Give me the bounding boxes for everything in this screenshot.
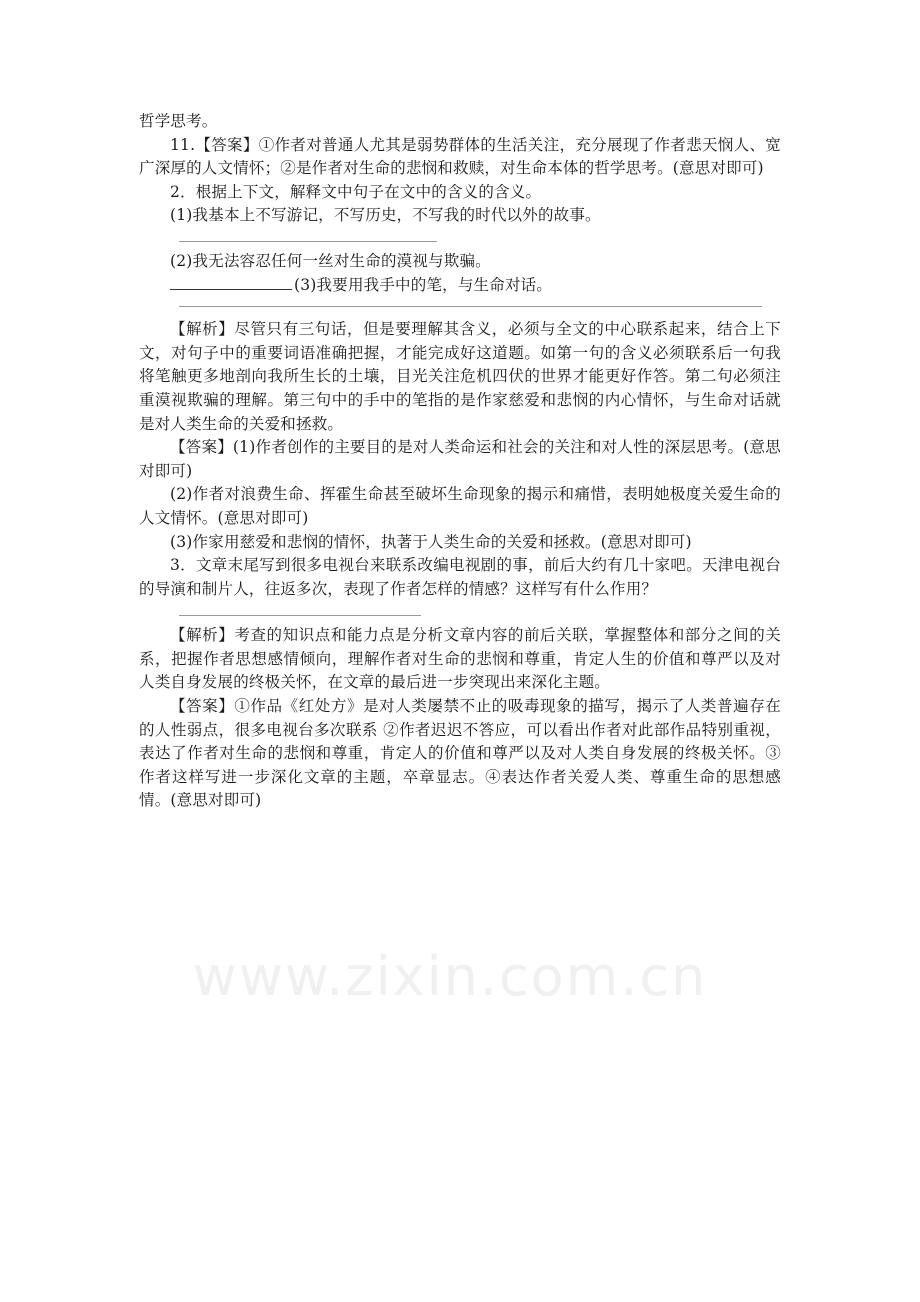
watermark-logo: www.zixin.com.cn — [192, 945, 708, 1008]
q11-answer: 11.【答案】①作者对普通人尤其是弱势群体的生活关注，充分展现了作者悲天悯人、宽广深厚的人文情怀；②是作者对生命的悲悯和救赎，对生命本体的哲学思考。(意思对即可) — [139, 135, 781, 178]
answer-blank-line-3 — [179, 615, 421, 616]
answer-blank-inline — [170, 275, 292, 290]
q2-answer-1: 【答案】(1)作者创作的主要目的是对人类命运和社会的关注和对人性的深层思考。(意思对即可) — [139, 438, 781, 480]
document-body — [139, 110, 781, 813]
q2-answer-3: (3)作家用慈爱和悲悯的情怀，执著于人类生命的关爱和拯救。(意思对即可) — [170, 532, 692, 551]
q2-item-3-line — [139, 274, 781, 298]
q3-analysis: 【解析】考查的知识点和能力点是分析文章内容的前后关联，掌握整体和部分之间的关系，把握作者思想感情倾向，理解作者对生命的悲悯和尊重，肯定人生的价值和尊严以及对人类自身发展的终极关怀，在文章的最后进一步突现出来深化主题。 — [139, 626, 781, 692]
q2-item-1: (1)我基本上不写游记，不写历史，不写我的时代以外的故事。 — [170, 206, 601, 225]
q2-item-3: (3)我要用我手中的笔，与生命对话。 — [294, 275, 553, 294]
answer-blank-line-2 — [179, 306, 762, 307]
q2-analysis: 【解析】尽管只有三句话，但是要理解其含义，必须与全文的中心联系起来，结合上下文，对句子中的重要词语准确把握，才能完成好这道题。如第一句的含义必须联系后一句我将笔触更多地剖向我所生长的土壤，目光关注危机四伏的世界才能更好作答。第二句必须注重漠视欺骗的理解。第三句中的手中的笔指的是作家慈爱和悲悯的内心情怀，与生命对话就是对人类生命的关爱和拯救。 — [139, 320, 781, 433]
continuation-line: 哲学思考。 — [139, 112, 218, 130]
q2-prompt: 2．根据上下文，解释文中句子在文中的含义的含义。 — [170, 182, 542, 201]
answer-blank-line-1 — [179, 241, 437, 242]
q2-item-2: (2)我无法容忍任何一丝对生命的漠视与欺骗。 — [170, 251, 491, 270]
q2-answer-2: (2)作者对浪费生命、挥霍生命甚至破坏生命现象的揭示和痛惜，表明她极度关爱生命的人文情怀。(意思对即可) — [139, 485, 781, 527]
q3-answer: 【答案】①作品《红处方》是对人类屡禁不止的吸毒现象的描写，揭示了人类普遍存在的人性弱点，很多电视台多次联系 ②作者迟迟不答应，可以看出作者对此部作品特别重视，表达了作者对生命的悲悯和尊重，肯定人的价值和尊严以及对人类自身发展的终极关怀。③作者这样写进一步深化文章的主题，卒章显志。④表达作者关爱人类、尊重生命的思想感情。(意思对即可) — [139, 697, 781, 810]
q3-prompt: 3．文章末尾写到很多电视台来联系改编电视剧的事，前后大约有几十家吧。天津电视台的导演和制片人，往返多次，表现了作者怎样的情感？这样写有什么作用？ — [139, 556, 781, 598]
